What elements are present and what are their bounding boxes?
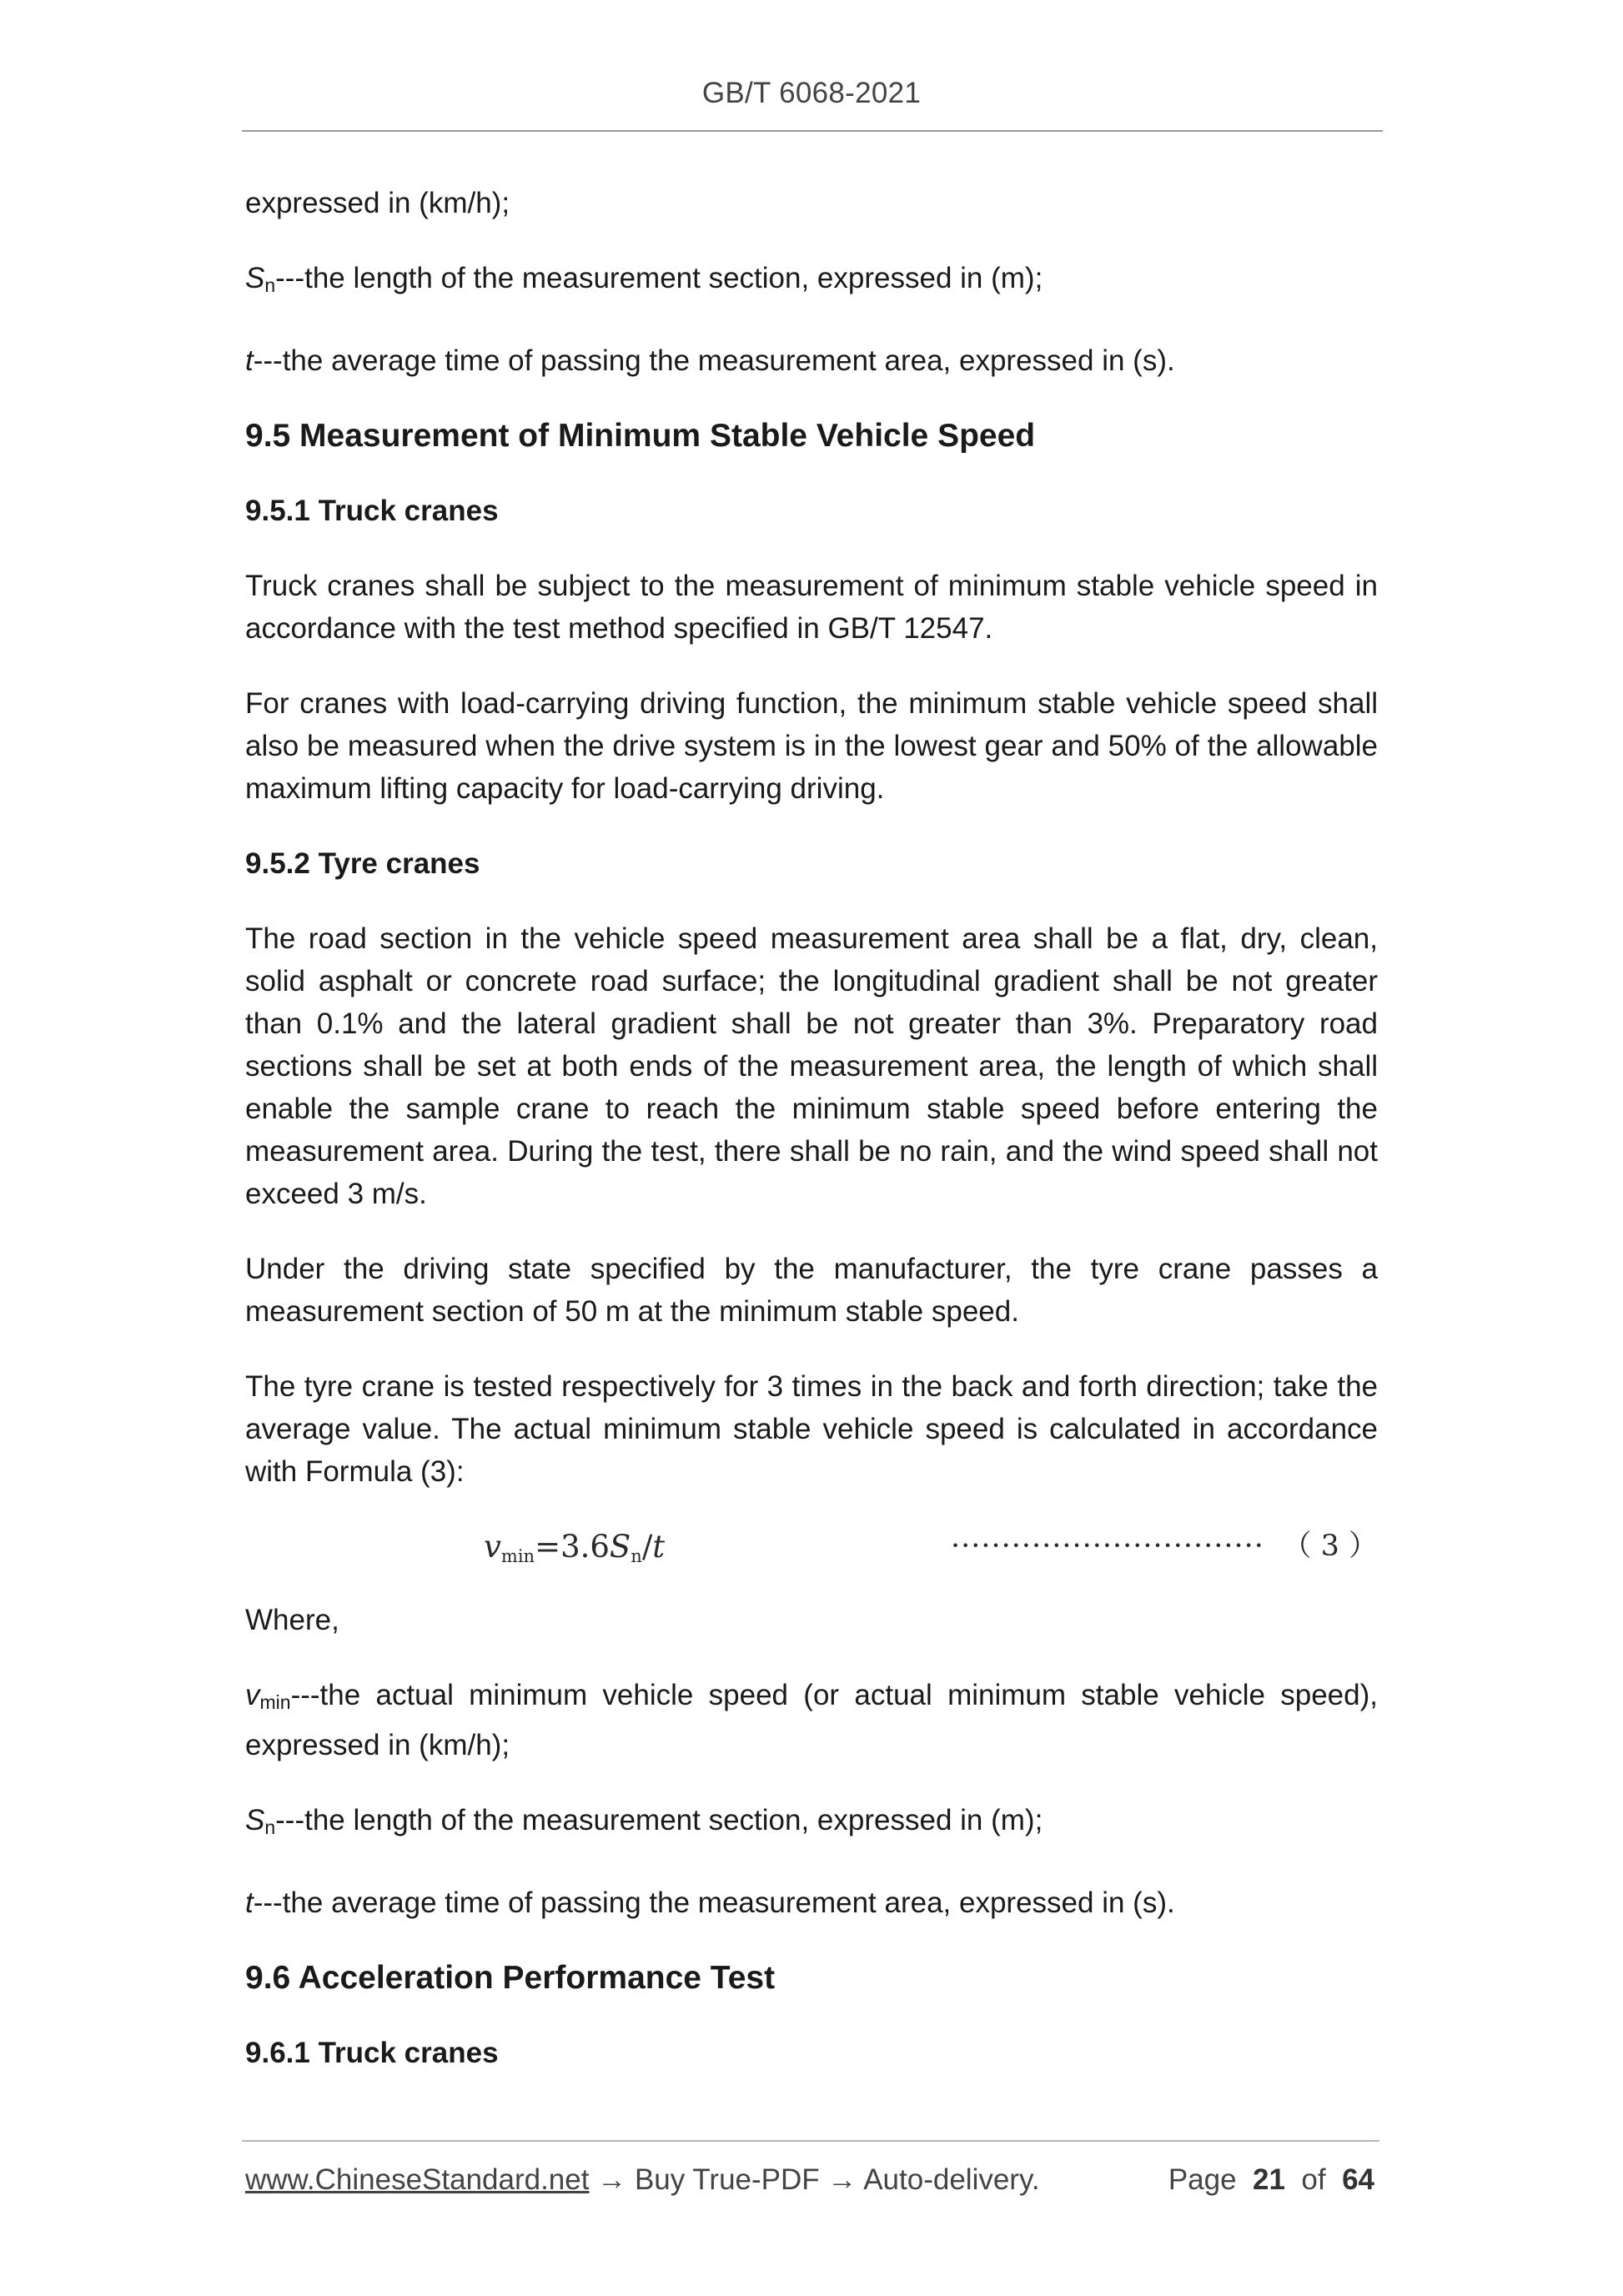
page-body: [245, 182, 1378, 2107]
formula-var-s: S: [609, 1529, 631, 1565]
formula-expression: [484, 1525, 665, 1578]
symbol-s: S: [245, 262, 265, 294]
paragraph: Truck cranes shall be subject to the measurement of minimum stable vehicle speed in accordance with the test method specified in GB/T 12547.: [245, 570, 1378, 645]
formula-sub-min: min: [500, 1546, 535, 1566]
formula-dot-leader: ·······························: [951, 1530, 1264, 1563]
formula-var-v: v: [484, 1529, 501, 1565]
where-label: Where,: [245, 1604, 339, 1636]
formula-divide: /: [641, 1529, 653, 1565]
definition-text: ---the actual minimum vehicle speed (or actual minimum stable vehicle speed), expressed in (km/h);: [245, 1679, 1378, 1761]
paragraph: For cranes with load-carrying driving function, the minimum stable vehicle speed shall also be measured when the drive system is in the lowest gear and 50% of the allowable maximum lifting capacity for load-carrying driving.: [245, 687, 1378, 805]
symbol-t: t: [245, 344, 254, 377]
page-footer: [245, 2163, 1374, 2197]
symbol-s: S: [245, 1804, 265, 1836]
definition-text: ---the average time of passing the measurement area, expressed in (s).: [253, 1887, 1175, 1919]
arrow-right-icon: →: [827, 2163, 857, 2196]
running-header: GB/T 6068-2021: [701, 77, 922, 109]
formula-3: [245, 1525, 1378, 1570]
definition-sn: [245, 1799, 1378, 1849]
definition-t: [245, 339, 1378, 382]
definition-vmin: [245, 1674, 1378, 1766]
page-number: 21: [1253, 2163, 1285, 2196]
definition-sn: [245, 257, 1378, 307]
auto-delivery-text: Auto-delivery.: [863, 2163, 1040, 2196]
symbol-v: v: [245, 1679, 260, 1711]
subsection-heading-9-5-1: 9.5.1 Truck cranes: [245, 495, 499, 527]
subsection-heading-9-6-1: 9.6.1 Truck cranes: [245, 2037, 499, 2069]
subscript-min: min: [259, 1691, 291, 1713]
buy-true-pdf-text: Buy True-PDF: [634, 2163, 820, 2196]
subsection-heading-9-5-2: 9.5.2 Tyre cranes: [245, 847, 480, 880]
subscript-n: n: [264, 274, 276, 296]
of-label: of: [1301, 2163, 1326, 2196]
page-total: 64: [1342, 2163, 1374, 2196]
definition-text: ---the length of the measurement section, expressed in (m);: [275, 262, 1043, 294]
page-label: Page: [1168, 2163, 1237, 2196]
paragraph: The road section in the vehicle speed measurement area shall be a flat, dry, clean, solid asphalt or concrete road surface; the longitudinal gradient shall be not greater than 0.1% and the lateral gradient shall be not greater than 3%. Preparatory road sections shall be set at both ends of the measurement area, the length of which shall enable the sample crane to reach the minimum stable speed before entering the measurement area. During the test, there shall be no rain, and the wind speed shall not exceed 3 m/s.: [245, 922, 1378, 1210]
paragraph: The tyre crane is tested respectively for 3 times in the back and forth direction; take the average value. The actual minimum stable vehicle speed is calculated in accordance with Formula (3):: [245, 1370, 1378, 1488]
formula-number: （ 3 ）: [1282, 1530, 1378, 1563]
formula-sub-n: n: [631, 1546, 642, 1566]
section-heading-9-6: 9.6 Acceleration Performance Test: [245, 1960, 776, 1996]
page-indicator: [1168, 2163, 1374, 2197]
section-heading-9-5: 9.5 Measurement of Minimum Stable Vehicle Speed: [245, 418, 1036, 454]
definition-text: ---the length of the measurement section, expressed in (m);: [275, 1804, 1043, 1836]
arrow-right-icon: →: [597, 2163, 627, 2196]
footer-divider: [242, 2140, 1379, 2142]
formula-var-t: t: [652, 1529, 666, 1565]
paragraph: Under the driving state specified by the manufacturer, the tyre crane passes a measurement section of 50 m at the minimum stable speed.: [245, 1253, 1378, 1328]
paragraph-continued: expressed in (km/h);: [245, 187, 510, 219]
definition-text: ---the average time of passing the measurement area, expressed in (s).: [253, 344, 1175, 377]
formula-equals: =3.6: [535, 1529, 610, 1565]
definition-t: [245, 1882, 1378, 1924]
header-divider: [242, 130, 1383, 132]
symbol-t: t: [245, 1887, 254, 1919]
website-link[interactable]: www.ChineseStandard.net: [245, 2163, 590, 2196]
subscript-n: n: [264, 1816, 276, 1838]
